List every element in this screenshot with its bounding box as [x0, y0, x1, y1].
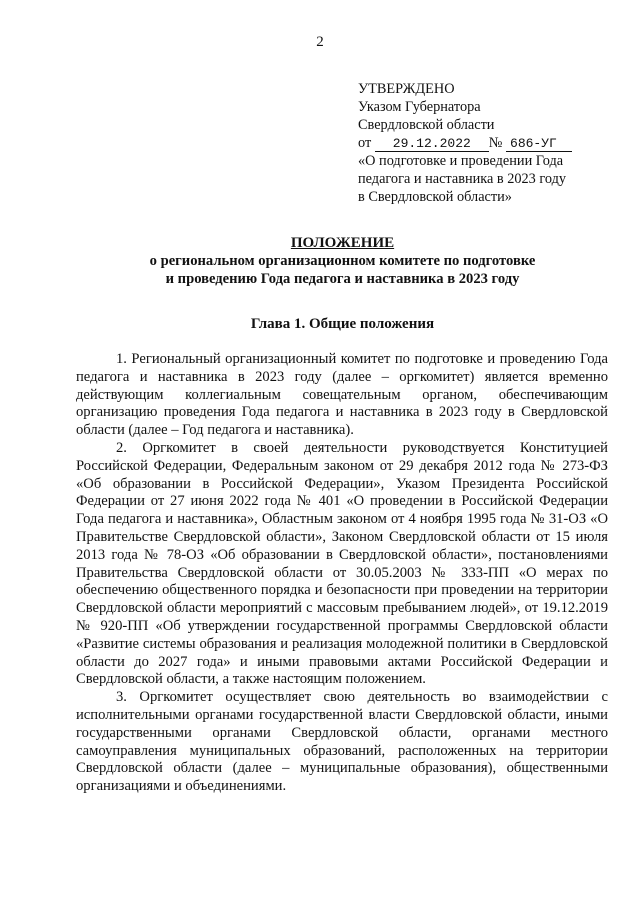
paragraph-1: 1. Региональный организационный комитет по подготовке и проведению Года педагога и наставника в 2023 году (далее – оргкомитет) является временно действующим коллегиальным совещательным органом, обеспечивающим организацию проведения Года педагога и наставника в 2023 году в Свердловской области (далее – Год педагога и наставника).	[76, 351, 608, 439]
title-main: ПОЛОЖЕНИЕ	[290, 235, 395, 251]
title-sub-line-1: о региональном организационном комитете по подготовке	[149, 253, 536, 269]
approval-subject-line-3: в Свердловской области»	[358, 189, 512, 205]
approval-subject-line-2: педагога и наставника в 2023 году	[358, 171, 567, 187]
approval-date-line	[358, 134, 608, 152]
page-number: 2	[316, 34, 324, 50]
approval-number-label: №	[488, 135, 503, 151]
approval-number: 686-УГ	[506, 137, 572, 152]
approval-stamp	[358, 80, 608, 206]
approval-date: 29.12.2022	[375, 137, 489, 152]
document-body	[76, 351, 608, 796]
title-sub-line-2: и проведению Года педагога и наставника в 2023 году	[165, 271, 520, 287]
approval-subject-line-1: «О подготовке и проведении Года	[358, 153, 564, 169]
approval-region: Свердловской области	[358, 117, 495, 133]
approval-heading: УТВЕРЖДЕНО	[358, 81, 455, 97]
paragraph-2: 2. Оргкомитет в своей деятельности руководствуется Конституцией Российской Федерации, Федеральным законом от 29 декабря 2012 года № 273-ФЗ «Об образовании в Российской Федерации», Указом Президента Российской Федерации от 27 июня 2022 года № 401 «О проведении в Российской Федерации Года педагога и наставника», Областным законом от 4 ноября 1995 года № 31-ОЗ «О Правительстве Свердловской области», Законом Свердловской области от 15 июля 2013 года № 78-ОЗ «Об образовании в Свердловской области», постановлениями Правительства Свердловской области от 30.05.2003 № 333-ПП «О мерах по обеспечению общественного порядка и безопасности при проведении на территории Свердловской области мероприятий с массовым пребыванием людей», от 19.12.2019 № 920-ПП «Об утверждении государственной программы Свердловской области «Развитие системы образования и реализация молодежной политики в Свердловской области до 2027 года» и иными правовыми актами Российской Федерации и Свердловской области, а также настоящим положением.	[76, 439, 608, 688]
approval-from-label: от	[358, 135, 372, 151]
chapter-heading: Глава 1. Общие положения	[250, 316, 435, 332]
paragraph-3: 3. Оргкомитет осуществляет свою деятельность во взаимодействии с исполнительными органами государственной власти Свердловской области, иными государственными органами Свердловской области, органами местного самоуправления муниципальных образований, расположенных на территории Свердловской области (далее – муниципальные образования), общественными организациями и объединениями.	[76, 689, 608, 795]
approval-decree-type: Указом Губернатора	[358, 99, 481, 115]
document-title	[60, 234, 625, 288]
